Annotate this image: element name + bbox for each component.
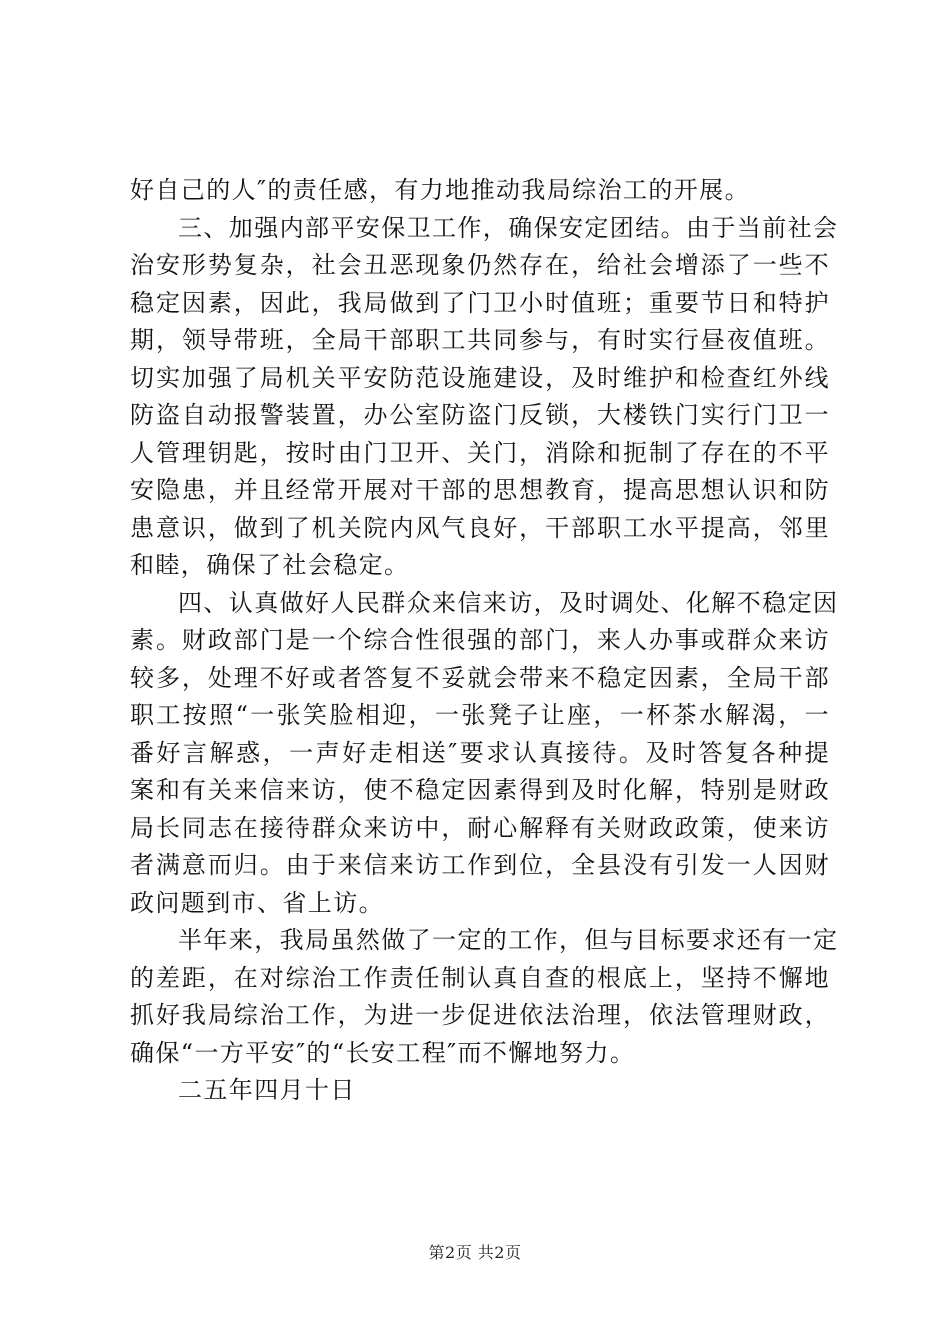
text-line: 三、加强内部平安保卫工作，确保安定团结。由于当前社会 [178,213,839,242]
text-line: 人管理钥匙，按时由门卫开、关门，消除和扼制了存在的不平 [130,438,830,467]
text-line: 防盗自动报警装置，办公室防盗门反锁，大楼铁门实行门卫一 [130,401,830,429]
text-line: 安隐患，并且经常开展对干部的思想教育，提高思想认识和防 [130,476,830,504]
text-line: 期，领导带班，全局干部职工共同参与，有时实行昼夜值班。 [130,326,830,354]
text-line: 好自己的人″的责任感，有力地推动我局综治工的开展。 [130,176,750,204]
text-line: 番好言解惑，一声好走相送″要求认真接待。及时答复各种提 [130,738,830,767]
text-line: 较多，处理不好或者答复不妥就会带来不稳定因素，全局干部 [130,663,830,692]
page-footer: 第2页 共2页 [428,1243,522,1262]
text-line: 局长同志在接待群众来访中，耐心解释有关财政政策，使来访 [130,813,830,842]
text-line: 患意识，做到了机关院内风气良好，干部职工水平提高，邻里 [130,513,830,542]
text-line: 的差距，在对综治工作责任制认真自查的根底上，坚持不懈地 [130,963,830,992]
text-line: 案和有关来信来访，使不稳定因素得到及时化解，特别是财政 [130,776,830,804]
text-line: 政问题到市、省上访。 [130,888,384,917]
text-line: 素。财政部门是一个综合性很强的部门，来人办事或群众来访 [130,626,830,654]
text-line: 职工按照“一张笑脸相迎，一张凳子让座，一杯茶水解渴，一 [130,701,830,729]
text-line: 治安形势复杂，社会丑恶现象仍然存在，给社会增添了一些不 [130,251,830,279]
text-line: 确保“一方平安″的“长安工程″而不懈地努力。 [130,1038,636,1067]
text-line: 切实加强了局机关平安防范设施建设，及时维护和检查红外线 [130,363,830,392]
document-body [130,172,839,1110]
text-line: 二五年四月十日 [178,1076,356,1104]
text-line: 四、认真做好人民群众来信来访，及时调处、化解不稳定因 [178,588,839,617]
text-line: 稳定因素，因此，我局做到了门卫小时值班；重要节日和特护 [130,288,830,317]
text-line: 者满意而归。由于来信来访工作到位，全县没有引发一人因财 [130,851,830,879]
text-line: 和睦，确保了社会稳定。 [130,551,410,579]
text-line: 半年来，我局虽然做了一定的工作，但与目标要求还有一定 [178,926,839,954]
text-line: 抓好我局综治工作，为进一步促进依法治理，依法管理财政， [130,1001,830,1029]
